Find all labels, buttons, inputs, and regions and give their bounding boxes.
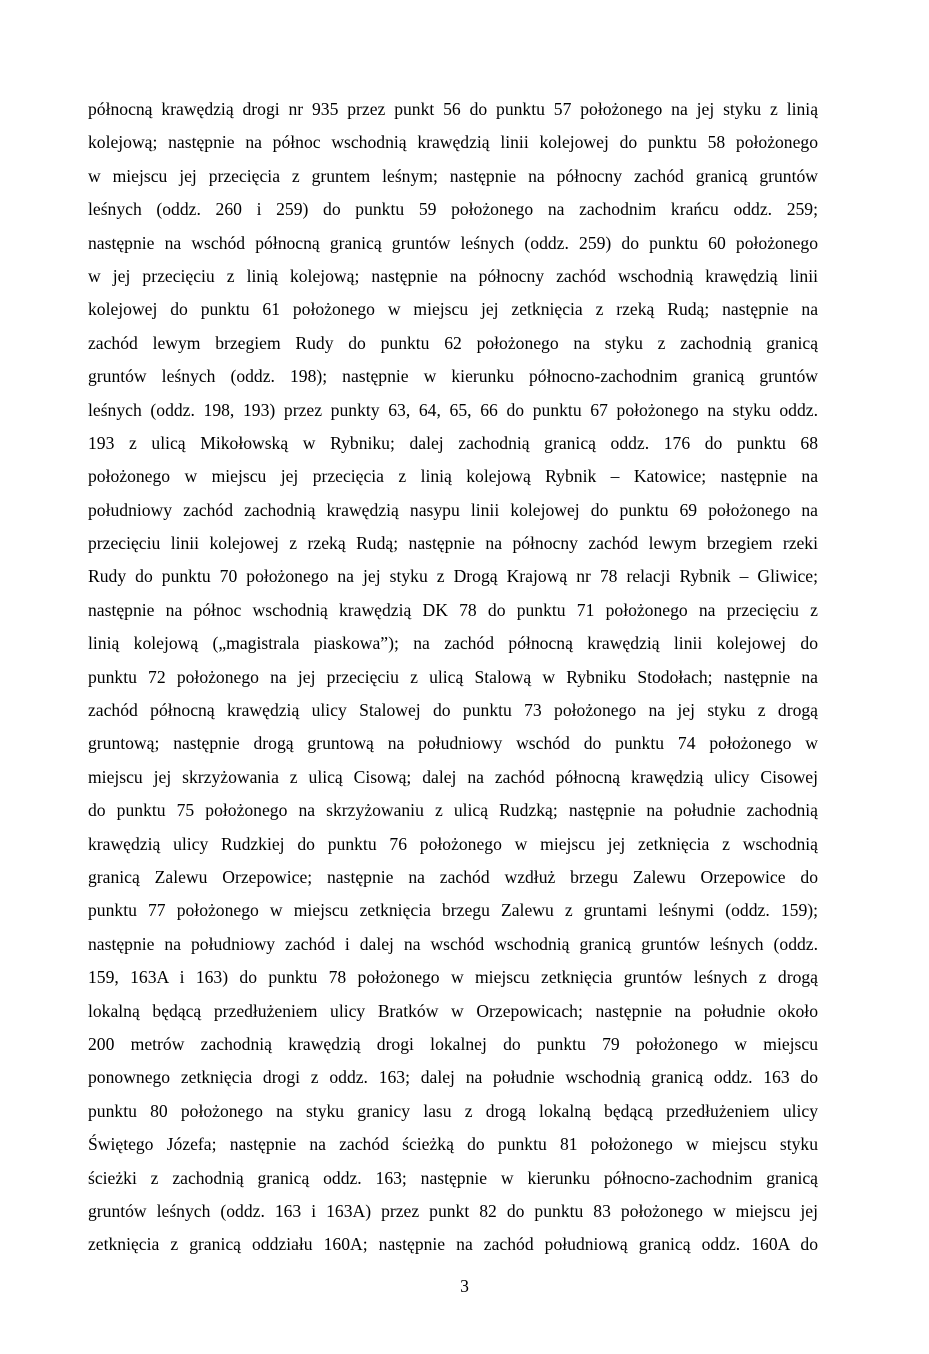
text-line: punktu 77 położonego w miejscu zetknięcia brzegu Zalewu z gruntami leśnymi (oddz. 159); [88, 900, 818, 921]
text-line: 193 z ulicą Mikołowską w Rybniku; dalej zachodnią granicą oddz. 176 do punktu 68 [88, 432, 818, 453]
text-line: położonego w miejscu jej przecięcia z linią kolejową Rybnik – Katowice; następnie na [88, 466, 818, 487]
text-line: następnie na wschód północną granicą gruntów leśnych (oddz. 259) do punktu 60 położonego [88, 232, 818, 253]
text-line: kolejowej do punktu 61 położonego w miejscu jej zetknięcia z rzeką Rudą; następnie na [88, 299, 818, 320]
text-line: punktu 80 położonego na styku granicy lasu z drogą lokalną będącą przedłużeniem ulicy [88, 1100, 818, 1121]
text-line: miejscu jej skrzyżowania z ulicą Cisową; dalej na zachód północną krawędzią ulicy Cisowej [88, 766, 818, 787]
text-line: lokalną będącą przedłużeniem ulicy Bratków w Orzepowicach; następnie na południe około [88, 1000, 818, 1021]
page-number: 3 [460, 1276, 469, 1296]
text-line: leśnych (oddz. 260 i 259) do punktu 59 położonego na zachodnim krańcu oddz. 259; [88, 199, 818, 220]
text-line: ponownego zetknięcia drogi z oddz. 163; dalej na południe wschodnią granicą oddz. 163 do [88, 1067, 818, 1088]
body-text [88, 93, 818, 1262]
text-line: linią kolejową („magistrala piaskowa”); na zachód północną krawędzią linii kolejowej do [88, 633, 818, 654]
text-line: do punktu 75 położonego na skrzyżowaniu z ulicą Rudzką; następnie na południe zachodnią [88, 800, 818, 821]
text-line: gruntową; następnie drogą gruntową na południowy wschód do punktu 74 położonego w [88, 733, 818, 754]
text-line: w miejscu jej przecięcia z gruntem leśnym; następnie na północny zachód granicą gruntów [88, 165, 818, 186]
text-line: Świętego Józefa; następnie na zachód ścieżką do punktu 81 położonego w miejscu styku [88, 1134, 818, 1155]
text-line: ścieżki z zachodnią granicą oddz. 163; następnie w kierunku północno-zachodnim granicą [88, 1167, 818, 1188]
text-line: 159, 163A i 163) do punktu 78 położonego w miejscu zetknięcia gruntów leśnych z drogą [88, 967, 818, 988]
text-line: punktu 72 położonego na jej przecięciu z ulicą Stalową w Rybniku Stodołach; następnie na [88, 666, 818, 687]
text-line: gruntów leśnych (oddz. 163 i 163A) przez punkt 82 do punktu 83 położonego w miejscu jej [88, 1200, 818, 1221]
text-line: w jej przecięciu z linią kolejową; następnie na północny zachód wschodnią krawędzią linii [88, 265, 818, 286]
text-line: zachód lewym brzegiem Rudy do punktu 62 położonego na styku z zachodnią granicą [88, 332, 818, 353]
text-line: granicą Zalewu Orzepowice; następnie na zachód wzdłuż brzegu Zalewu Orzepowice do [88, 866, 818, 887]
text-line: południowy zachód zachodnią krawędzią nasypu linii kolejowej do punktu 69 położonego na [88, 499, 818, 520]
text-line: Rudy do punktu 70 położonego na jej styku z Drogą Krajową nr 78 relacji Rybnik – Gliwice; [88, 566, 818, 587]
text-line: następnie na południowy zachód i dalej na wschód wschodnią granicą gruntów leśnych (oddz. [88, 933, 818, 954]
text-line: zetknięcia z granicą oddziału 160A; następnie na zachód południową granicą oddz. 160A do [88, 1234, 818, 1255]
text-line: 200 metrów zachodnią krawędzią drogi lokalnej do punktu 79 położonego w miejscu [88, 1033, 818, 1054]
text-line: krawędzią ulicy Rudzkiej do punktu 76 położonego w miejscu jej zetknięcia z wschodnią [88, 833, 818, 854]
text-line: leśnych (oddz. 198, 193) przez punkty 63, 64, 65, 66 do punktu 67 położonego na styku oddz. [88, 399, 818, 420]
text-line: północną krawędzią drogi nr 935 przez punkt 56 do punktu 57 położonego na jej styku z linią [88, 99, 818, 119]
text-line: zachód północną krawędzią ulicy Stalowej do punktu 73 położonego na jej styku z drogą [88, 700, 818, 721]
text-line: przecięciu linii kolejowej z rzeką Rudą; następnie na północny zachód lewym brzegiem rzeki [88, 533, 818, 554]
text-line: kolejową; następnie na północ wschodnią krawędzią linii kolejowej do punktu 58 położonego [88, 132, 818, 153]
text-line: gruntów leśnych (oddz. 198); następnie w kierunku północno-zachodnim granicą gruntów [88, 366, 818, 387]
text-line: następnie na północ wschodnią krawędzią DK 78 do punktu 71 położonego na przecięciu z [88, 599, 818, 620]
